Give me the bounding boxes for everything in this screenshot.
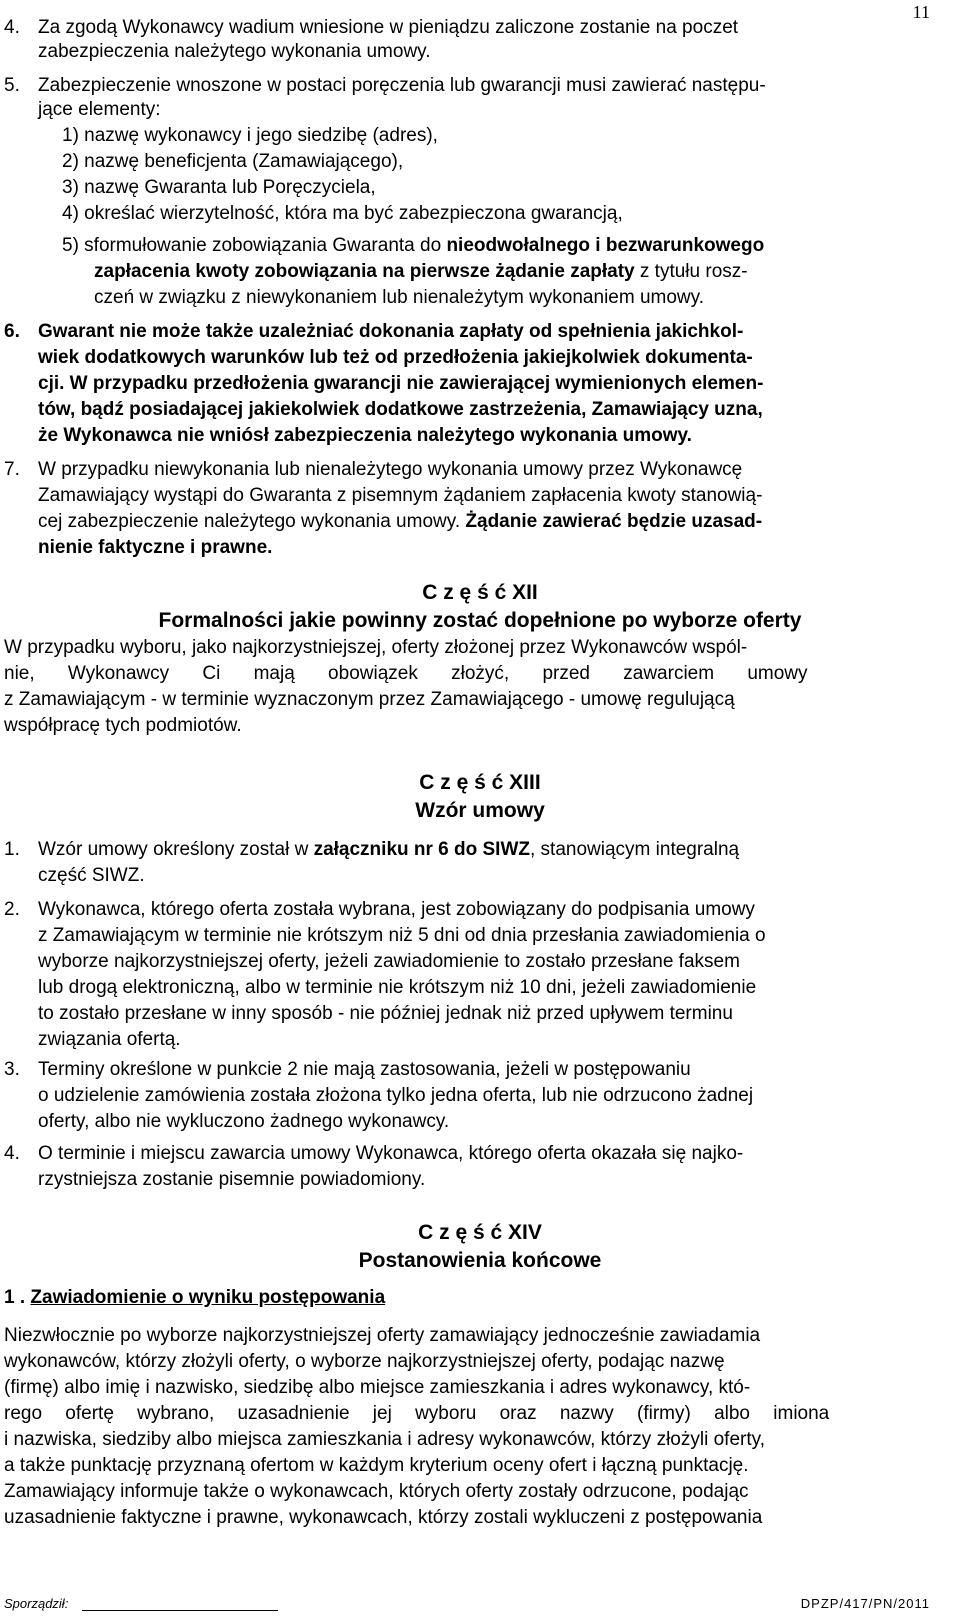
xiv-line-8: uzasadnienie faktyczne i prawne, wykonawcach, którzy zostali wykluczeni z postępowania (4, 1507, 763, 1528)
xiii-item-1-line-2: część SIWZ. (38, 865, 145, 886)
item-number-5: 5. (4, 75, 20, 96)
xiv-line-6: a także punktację przyznaną ofertom w każdym kryterium oceny ofert i łączną punktację. (4, 1455, 749, 1476)
xiv-line-1: Niezwłocznie po wyborze najkorzystniejszej oferty zamawiający jednocześnie zawiadamia (4, 1325, 761, 1346)
item-number-7: 7. (4, 459, 20, 480)
xiii-item-3-line-1: Terminy określone w punkcie 2 nie mają zastosowania, jeżeli w postępowaniu (38, 1059, 691, 1080)
xiv-heading-1: 1 . Zawiadomienie o wyniku postępowania (4, 1287, 386, 1308)
xiii-item-number-3: 3. (4, 1059, 20, 1080)
section-xiii-subtitle: Wzór umowy (415, 799, 545, 822)
xiii-item-2-line-5: to zostało przesłane w inny sposób - nie później jednak niż przed upływem terminu (38, 1003, 733, 1024)
item-6-line-2: wiek dodatkowych warunków lub też od przedłożenia jakiejkolwiek dokumenta- (38, 347, 753, 368)
item-number-6: 6. (4, 321, 20, 342)
item-7-line-1: W przypadku niewykonania lub nienależytego wykonania umowy przez Wykonawcę (38, 459, 743, 480)
item-7-line-2: Zamawiający wystąpi do Gwaranta z pisemnym żądaniem zapłacenia kwoty stanowią- (38, 485, 763, 506)
item-5-sub-1: 1) nazwę wykonawcy i jego siedzibę (adres), (62, 125, 438, 146)
xiv-line-3: (firmę) albo imię i nazwisko, siedzibę albo miejsce zamieszkania i adres wykonawcy, któ- (4, 1377, 751, 1398)
xiii-item-3-line-3: oferty, albo nie wykluczono żadnego wykonawcy. (38, 1111, 450, 1132)
section-xii-subtitle: Formalności jakie powinny zostać dopełnione po wyborze oferty (158, 609, 802, 632)
item-4-line-2: zabezpieczenia należytego wykonania umowy. (38, 41, 431, 62)
xiii-item-number-2: 2. (4, 899, 20, 920)
xiv-line-2: wykonawców, którzy złożyli oferty, o wyborze najkorzystniejszej oferty, podając nazwę (4, 1351, 725, 1372)
section-xiv-subtitle: Postanowienia końcowe (358, 1249, 602, 1272)
item-5-sub-5: 5) sformułowanie zobowiązania Gwaranta do nieodwołalnego i bezwarunkowego (62, 235, 765, 256)
item-6-line-3: cji. W przypadku przedłożenia gwarancji nie zawierającej wymienionych elemen- (38, 373, 764, 394)
signature-line (82, 1610, 278, 1611)
item-6-line-4: tów, bądź posiadającej jakiekolwiek dodatkowe zastrzeżenia, Zamawiający uzna, (38, 399, 763, 420)
xiii-item-number-4: 4. (4, 1143, 20, 1164)
item-number-4: 4. (4, 17, 20, 38)
item-7-line-4: nienie faktyczne i prawne. (38, 537, 273, 558)
item-5-line-2: jące elementy: (38, 99, 161, 120)
xiv-line-5: i nazwiska, siedziby albo miejsca zamieszkania i adresy wykonawców, którzy złożyli oferty, (4, 1429, 765, 1450)
item-5-sub-3: 3) nazwę Gwaranta lub Poręczyciela, (62, 177, 376, 198)
xiv-line-4: rego ofertę wybrano, uzasadnienie jej wyboru oraz nazwy (firmy) albo imiona (4, 1403, 830, 1424)
section-xii-title: C z ę ś ć XII (422, 581, 538, 604)
item-5-line-1: Zabezpieczenie wnoszone w postaci poręczenia lub gwarancji musi zawierać następu- (38, 75, 766, 96)
section-xiv-title: C z ę ś ć XIV (418, 1221, 542, 1244)
item-5-sub-5-cont: zapłacenia kwoty zobowiązania na pierwsze żądanie zapłaty z tytułu rosz- (94, 261, 748, 282)
xiii-item-2-line-3: wyborze najkorzystniejszej oferty, jeżeli zawiadomienie to zostało przesłane faksem (38, 951, 740, 972)
section-xii-line-2: nie, Wykonawcy Ci mają obowiązek złożyć, przed zawarciem umowy (4, 663, 808, 684)
document-code: DPZP/417/PN/2011 (800, 1596, 930, 1611)
xiv-line-7: Zamawiający informuje także o wykonawcach, których oferty zostały odrzucone, podając (4, 1481, 749, 1502)
xiii-item-2-line-6: związania ofertą. (38, 1029, 181, 1050)
item-7-line-3: cej zabezpieczenie należytego wykonania umowy. Żądanie zawierać będzie uzasad- (38, 511, 763, 532)
item-6-line-5: że Wykonawca nie wniósł zabezpieczenia należytego wykonania umowy. (38, 425, 692, 446)
xiii-item-3-line-2: o udzielenie zamówienia została złożona tylko jedna oferta, lub nie odrzucono żadnej (38, 1085, 754, 1106)
xiii-item-2-line-2: z Zamawiającym w terminie nie krótszym niż 5 dni od dnia przesłania zawiadomienia o (38, 925, 766, 946)
xiii-item-4-line-1: O terminie i miejscu zawarcia umowy Wykonawca, którego oferta okazała się najko- (38, 1143, 744, 1164)
xiii-item-4-line-2: rzystniejsza zostanie pisemnie powiadomiony. (38, 1169, 426, 1190)
section-xii-line-4: współpracę tych podmiotów. (4, 715, 242, 736)
xiii-item-2-line-1: Wykonawca, którego oferta została wybrana, jest zobowiązany do podpisania umowy (38, 899, 755, 920)
item-5-sub-5-cont-2: czeń w związku z niewykonaniem lub nienależytym wykonaniem umowy. (94, 287, 705, 308)
item-5-sub-2: 2) nazwę beneficjenta (Zamawiającego), (62, 151, 404, 172)
section-xii-line-1: W przypadku wyboru, jako najkorzystniejszej, oferty złożonej przez Wykonawców wspól- (4, 637, 748, 658)
page-number: 11 (912, 2, 930, 22)
item-5-sub-4: 4) określać wierzytelność, która ma być zabezpieczona gwarancją, (62, 203, 623, 224)
item-6-line-1: Gwarant nie może także uzależniać dokonania zapłaty od spełnienia jakichkol- (38, 321, 744, 342)
item-4-line-1: Za zgodą Wykonawcy wadium wniesione w pieniądzu zaliczone zostanie na poczet (38, 17, 739, 38)
prepared-by-label: Sporządził: (4, 1596, 69, 1611)
section-xii-line-3: z Zamawiającym - w terminie wyznaczonym przez Zamawiającego - umowę regulującą (4, 689, 735, 710)
xiii-item-1-line-1: Wzór umowy określony został w załączniku nr 6 do SIWZ, stanowiącym integralną (38, 839, 740, 860)
xiii-item-number-1: 1. (4, 839, 20, 860)
xiii-item-2-line-4: lub drogą elektroniczną, albo w terminie nie krótszym niż 10 dni, jeżeli zawiadomienie (38, 977, 757, 998)
section-xiii-title: C z ę ś ć XIII (419, 771, 541, 794)
